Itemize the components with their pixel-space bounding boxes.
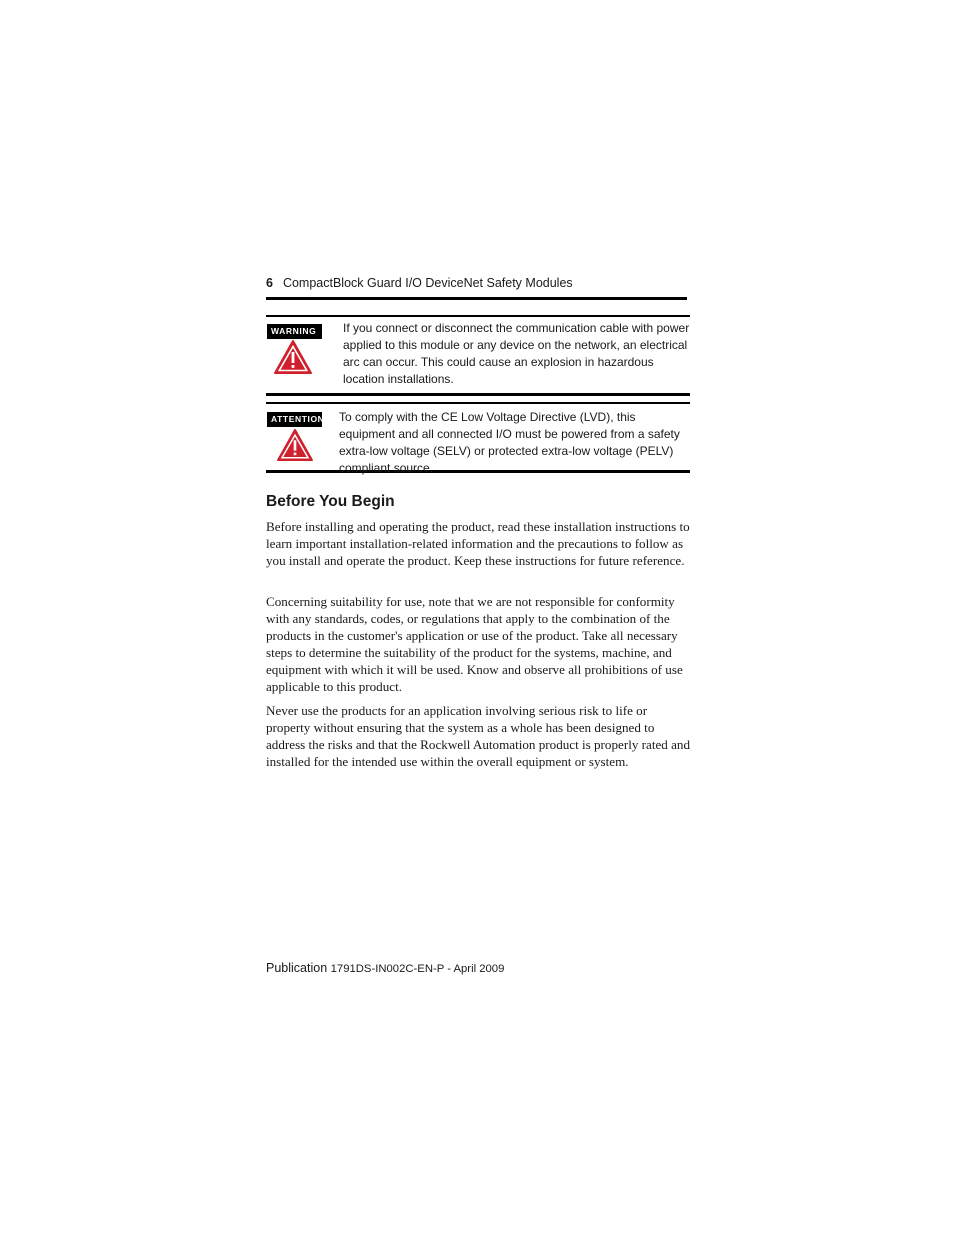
warning-triangle-icon <box>273 339 313 375</box>
paragraph: Before installing and operating the product, read these installation instructions to learn important installation-related information and the precautions to follow as you install and operate the product. Keep these instructions for future reference. <box>266 519 690 568</box>
warning-label: WARNING <box>267 324 322 339</box>
paragraph: Concerning suitability for use, note that we are not responsible for conformity with any standards, codes, or regulations that apply to the combination of the products in the customer's application or use of the product. Take all necessary steps to determine the suitability of the product for the systems, machine, and equipment with which it will be used. Know and observe all prohibitions of use applicable to this product. <box>266 594 683 694</box>
warning-notice <box>266 315 690 396</box>
attention-notice <box>266 402 690 473</box>
page-header <box>266 276 687 290</box>
paragraph: Never use the products for an application involving serious risk to life or property without ensuring that the system as a whole has been designed to address the risks and that the Rockwell Automation product is properly rated and installed for the intended use within the overall equipment or system. <box>266 703 690 769</box>
attention-label: ATTENTION <box>267 412 322 427</box>
header-rule <box>266 297 687 300</box>
publication-number: 1791DS-IN002C-EN-P - April 2009 <box>330 963 505 975</box>
warning-text: If you connect or disconnect the communication cable with power applied to this module or any device on the network, an electrical arc can occur. This could cause an explosion in hazardous location installations. <box>343 321 690 386</box>
footer-label: Publication <box>266 961 328 975</box>
page-footer <box>266 961 504 975</box>
page-number: 6 <box>266 276 273 290</box>
warning-triangle-icon <box>276 428 314 462</box>
document-title: CompactBlock Guard I/O DeviceNet Safety Modules <box>282 276 573 290</box>
attention-text: To comply with the CE Low Voltage Directive (LVD), this equipment and all connected I/O must be powered from a safety extra-low voltage (SELV) or protected extra-low voltage (PELV) compliant source. <box>339 410 680 475</box>
section-title: Before You Begin <box>266 493 395 510</box>
